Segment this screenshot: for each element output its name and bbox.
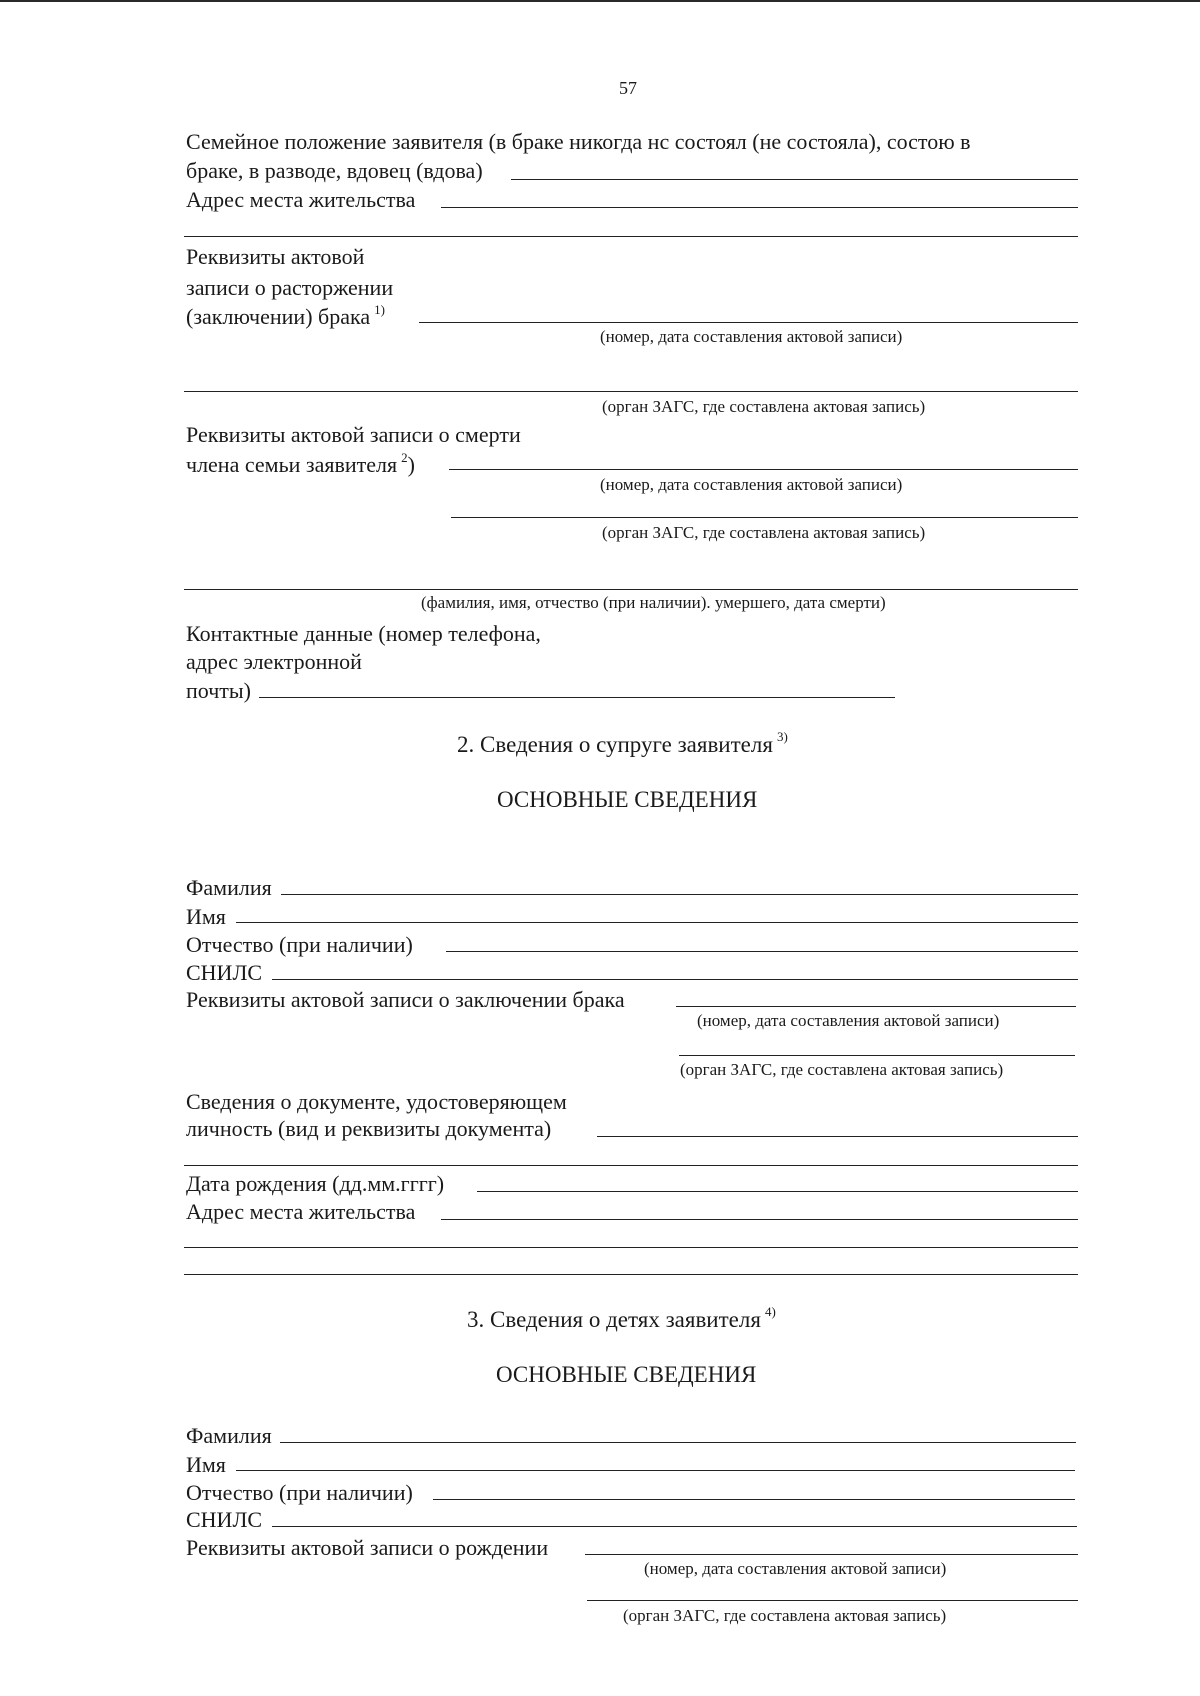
divorce-record-office-caption: (орган ЗАГС, где составлена актовая запись) [602,397,926,416]
spouse-marriage-record-number-field[interactable] [676,1006,1076,1007]
spouse-first-name-field[interactable] [236,922,1078,923]
child-first-name-field[interactable] [236,1470,1075,1471]
spouse-snils-label: СНИЛС [186,960,263,985]
spouse-marriage-record-office-field[interactable] [679,1055,1075,1056]
child-patronymic-label: Отчество (при наличии) [186,1480,413,1505]
child-birth-record-number-field[interactable] [585,1554,1078,1555]
divorce-record-number-caption: (номер, дата составления актовой записи) [600,327,903,346]
spouse-snils-field[interactable] [272,979,1078,980]
spouse-identity-doc-field-2[interactable] [184,1165,1078,1166]
spouse-first-name-label: Имя [186,904,226,929]
child-surname-field[interactable] [280,1442,1076,1443]
marital-status-label-cont: браке, в разводе, вдовец (вдова) [186,158,483,183]
child-first-name-label: Имя [186,1452,226,1477]
child-birth-record-label: Реквизиты актовой записи о рождении [186,1535,549,1560]
spouse-surname-label: Фамилия [186,875,272,900]
child-birth-record-number-caption: (номер, дата составления актовой записи) [644,1559,947,1578]
page-number: 57 [619,78,637,98]
footnote-2: 2 [401,449,408,465]
contact-label-2: адрес электронной [186,649,362,674]
spouse-identity-doc-field[interactable] [597,1136,1078,1137]
marital-status-label: Семейное положение заявителя (в браке никогда нс состоял (не состояла), состою в [186,129,971,154]
spouse-patronymic-label: Отчество (при наличии) [186,932,413,957]
child-surname-label: Фамилия [186,1423,272,1448]
death-record-office-caption: (орган ЗАГС, где составлена актовая запись) [602,523,926,542]
death-record-number-caption: (номер, дата составления актовой записи) [600,475,903,494]
contact-label: Контактные данные (номер телефона, [186,621,541,646]
residence-address-field-2[interactable] [184,236,1078,237]
spouse-residence-address-field-2[interactable] [184,1247,1078,1248]
spouse-birth-date-field[interactable] [477,1191,1078,1192]
spouse-identity-doc-label: Сведения о документе, удостоверяющем [186,1089,567,1114]
child-birth-record-office-caption: (орган ЗАГС, где составлена актовая запись) [623,1606,947,1625]
children-section-title: 3. Сведения о детях заявителя $^{4)}$ [467,1304,776,1332]
divorce-record-label: Реквизиты актовой [186,244,365,269]
spouse-section-title: 2. Сведения о супруге заявителя $^{3)}$ [457,729,788,757]
divorce-record-office-field[interactable] [184,391,1078,392]
residence-address-field[interactable] [441,207,1078,208]
spouse-residence-address-field[interactable] [441,1219,1078,1220]
spouse-residence-address-label: Адрес места жительства [186,1199,416,1224]
residence-address-label: Адрес места жительства [186,187,416,212]
spouse-marriage-record-label: Реквизиты актовой записи о заключении брака [186,987,625,1012]
child-snils-field[interactable] [272,1526,1077,1527]
death-record-office-field[interactable] [451,517,1078,518]
contact-field[interactable] [259,697,895,698]
scan-edge-line [0,0,1200,2]
footnote-3: 3) [776,729,788,745]
deceased-info-caption: (фамилия, имя, отчество (при наличии). умершего, дата смерти) [421,593,886,612]
spouse-patronymic-field[interactable] [446,951,1078,952]
divorce-record-number-field[interactable] [419,322,1078,323]
child-patronymic-field[interactable] [433,1499,1075,1500]
spouse-birth-date-label: Дата рождения (дд.мм.гггг) [186,1171,445,1196]
footnote-1: 1) [374,301,385,317]
divorce-record-label-2: записи о расторжении [186,275,394,300]
child-birth-record-office-field[interactable] [587,1600,1078,1601]
death-record-label: Реквизиты актовой записи о смерти [186,422,521,447]
spouse-marriage-record-number-caption: (номер, дата составления актовой записи) [697,1011,1000,1030]
child-snils-label: СНИЛС [186,1507,263,1532]
spouse-section-subtitle: ОСНОВНЫЕ СВЕДЕНИЯ [497,787,758,812]
divorce-record-label-3: (заключении) брака $^{1)}$ [186,301,385,329]
deceased-info-field[interactable] [184,589,1078,590]
spouse-marriage-record-office-caption: (орган ЗАГС, где составлена актовая запись) [680,1060,1004,1079]
death-record-label-2: члена семьи заявителя $^2$) [186,449,415,477]
contact-label-3: почты) [186,678,251,703]
spouse-surname-field[interactable] [281,894,1078,895]
children-section-subtitle: ОСНОВНЫЕ СВЕДЕНИЯ [496,1362,757,1387]
spouse-identity-doc-label-2: личность (вид и реквизиты документа) [186,1116,552,1141]
marital-status-field[interactable] [511,179,1078,180]
death-record-number-field[interactable] [449,469,1078,470]
spouse-residence-address-field-3[interactable] [184,1274,1078,1275]
footnote-4: 4) [764,1304,776,1320]
